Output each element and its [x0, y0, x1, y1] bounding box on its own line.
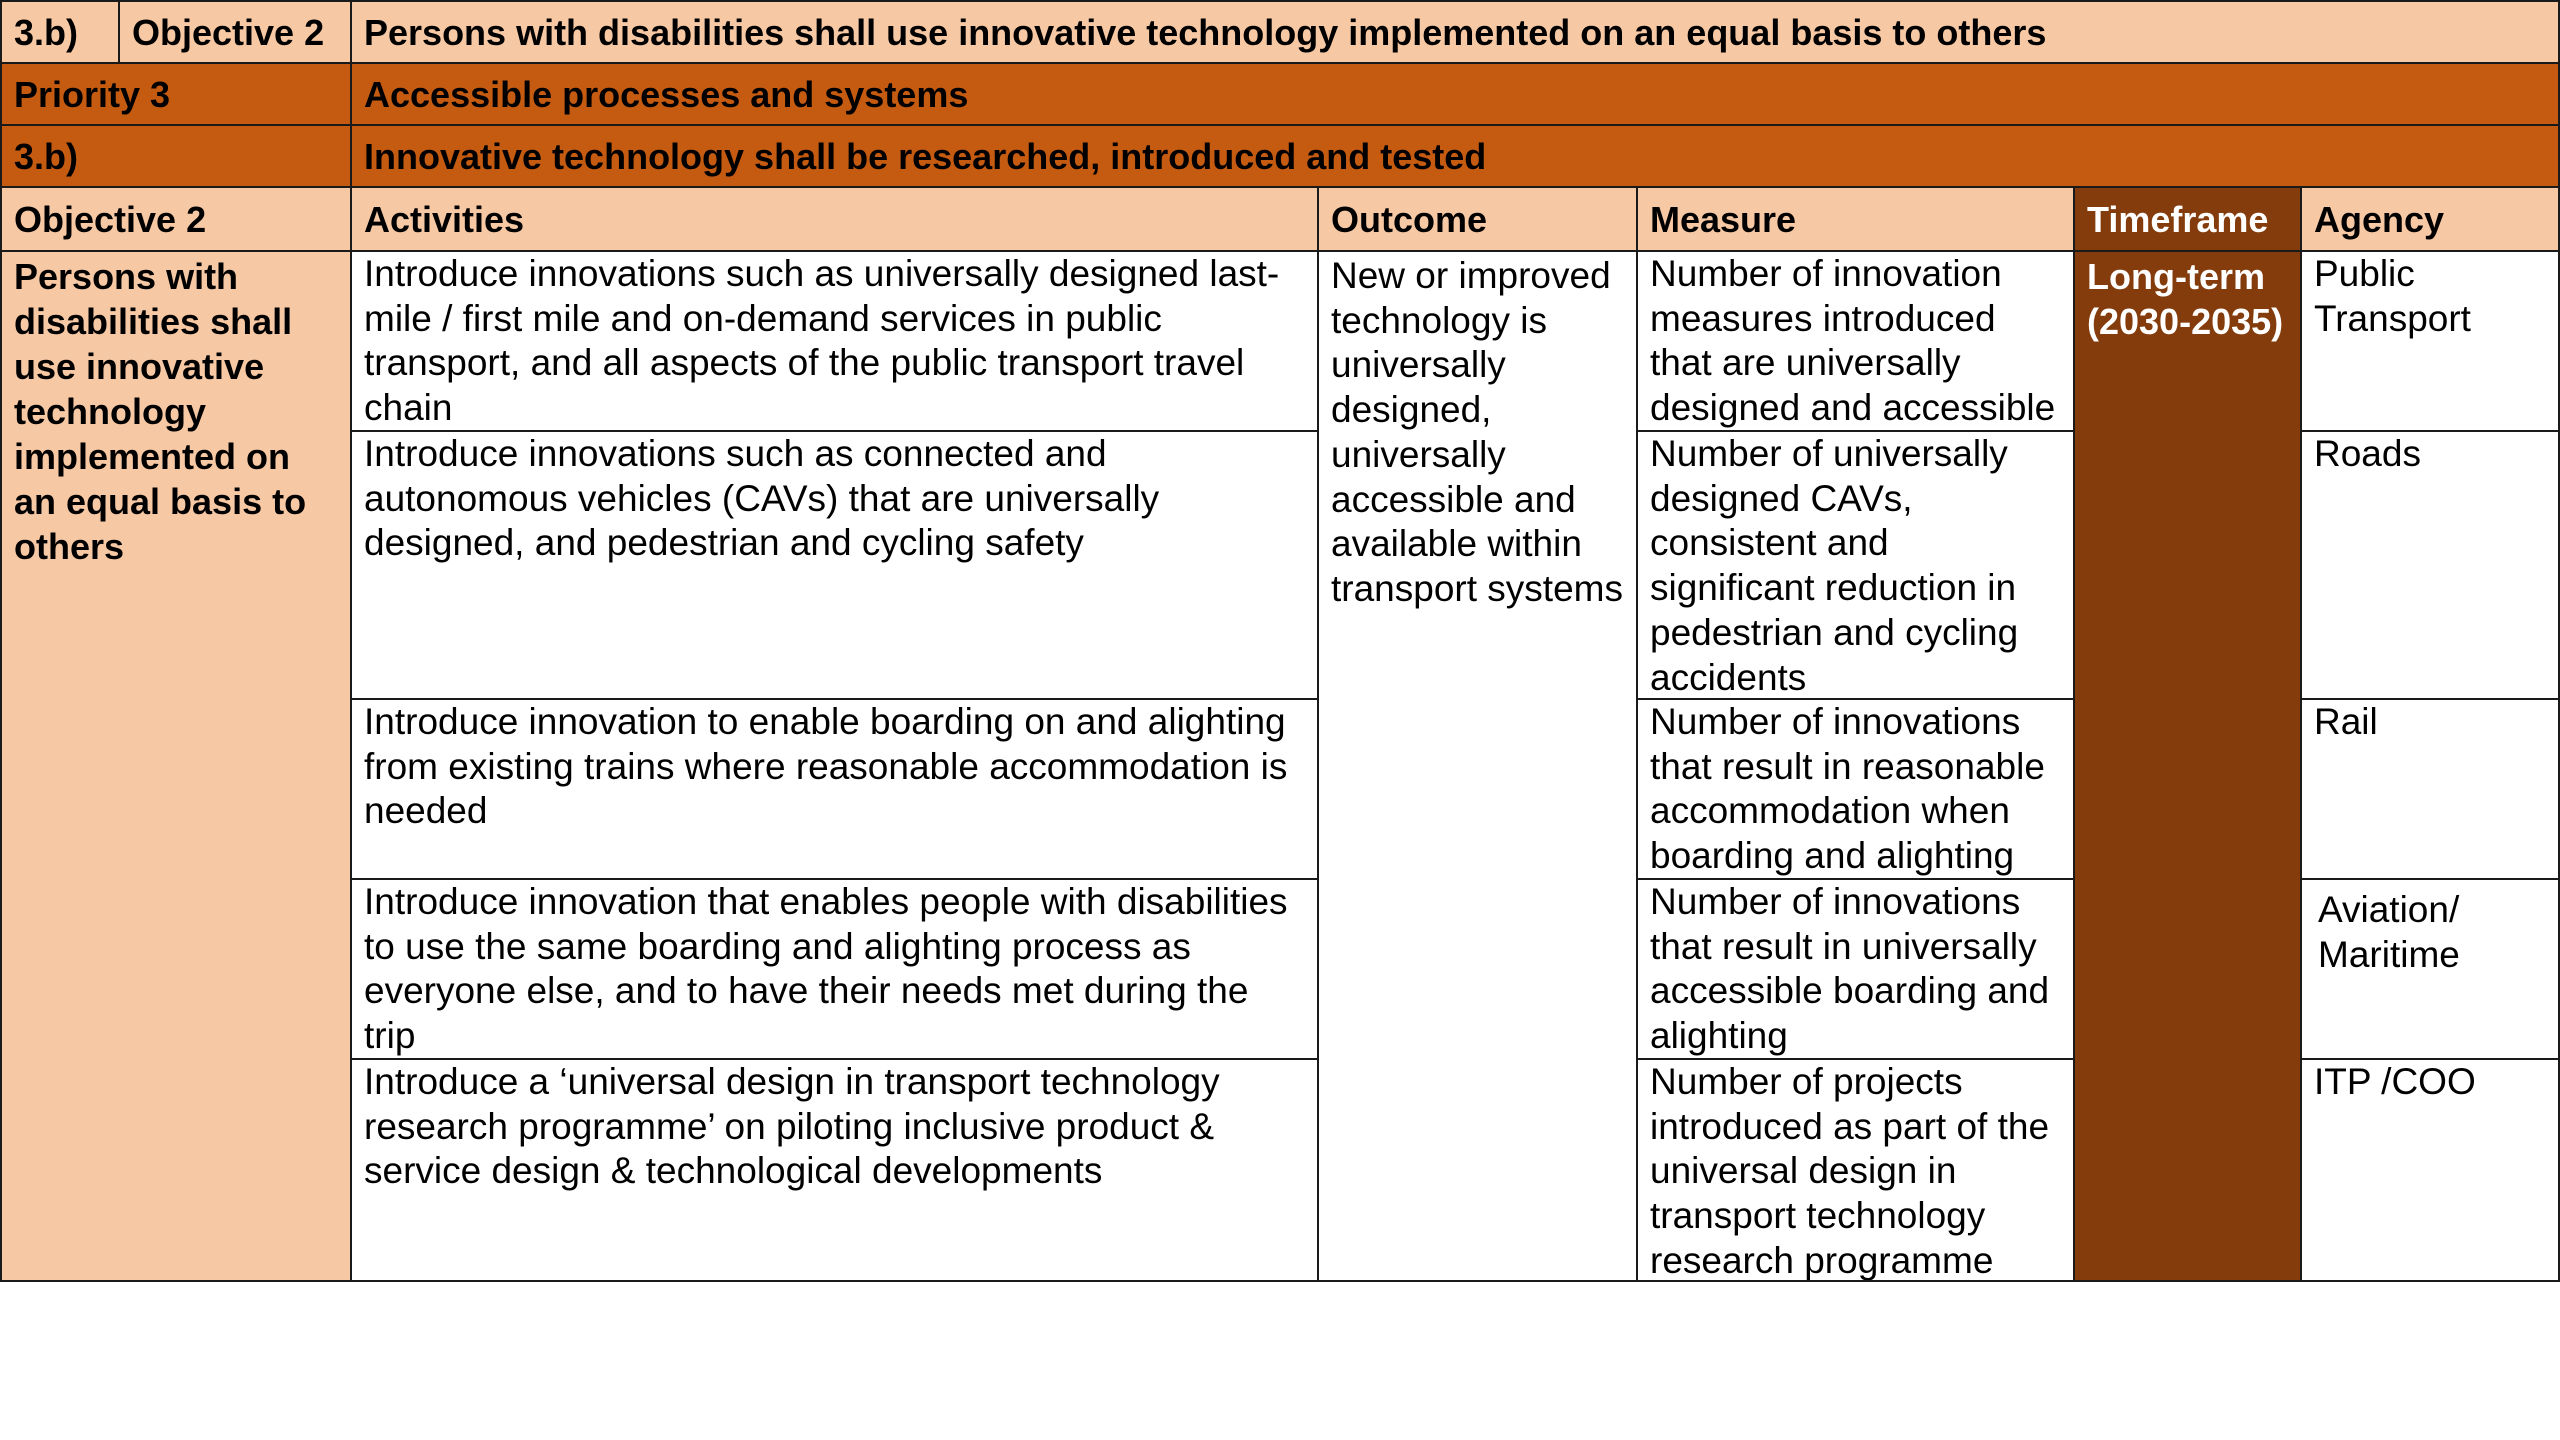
sub-priority-row [0, 124, 2560, 188]
summary-number-cell: 3.b) [0, 0, 120, 64]
sub-priority-text: Innovative technology shall be researched, introduced and tested [350, 124, 2560, 188]
objective-description: Persons with disabilities shall use innovative technology implemented on an equal basis to others [0, 250, 352, 1282]
header-outcome: Outcome [1317, 186, 1638, 252]
header-measure: Measure [1636, 186, 2075, 252]
measure-cell: Number of universally designed CAVs, consistent and significant reduction in pedestrian and cycling accidents [1636, 430, 2075, 700]
measure-cell: Number of projects introduced as part of the universal design in transport technology research programme [1636, 1058, 2075, 1282]
agency-cell: Aviation/ Maritime [2300, 878, 2560, 1060]
measure-cell: Number of innovations that result in reasonable accommodation when boarding and alighting [1636, 698, 2075, 880]
agency-cell: Public Transport [2300, 250, 2560, 432]
agency-cell: ITP /COO [2300, 1058, 2560, 1282]
sub-priority-label: 3.b) [0, 124, 352, 188]
header-activities: Activities [350, 186, 1319, 252]
summary-objective-text: Persons with disabilities shall use innovative technology implemented on an equal basis to others [350, 0, 2560, 64]
measure-cell: Number of innovation measures introduced that are universally designed and accessible [1636, 250, 2075, 432]
activity-cell: Introduce innovation that enables people with disabilities to use the same boarding and alighting process as everyone else, and to have their needs met during the trip [350, 878, 1319, 1060]
measure-cell: Number of innovations that result in universally accessible boarding and alighting [1636, 878, 2075, 1060]
priority-text: Accessible processes and systems [350, 62, 2560, 126]
outcome-description: New or improved technology is universally designed, universally accessible and available within transport systems [1317, 250, 1638, 1282]
activity-cell: Introduce innovations such as connected and autonomous vehicles (CAVs) that are universally designed, and pedestrian and cycling safety [350, 430, 1319, 700]
objective-summary-row [0, 0, 2560, 64]
summary-objective-cell: Objective 2 [118, 0, 352, 64]
priority-label: Priority 3 [0, 62, 352, 126]
agency-cell: Rail [2300, 698, 2560, 880]
activity-cell: Introduce innovations such as universally designed last-mile / first mile and on-demand services in public transport, and all aspects of the public transport travel chain [350, 250, 1319, 432]
agency-cell: Roads [2300, 430, 2560, 700]
column-header-row [0, 186, 2560, 252]
timeframe-value: Long-term (2030-2035) [2073, 250, 2302, 1282]
header-agency: Agency [2300, 186, 2560, 252]
header-objective: Objective 2 [0, 186, 352, 252]
priority-row [0, 62, 2560, 126]
header-timeframe: Timeframe [2073, 186, 2302, 252]
activity-cell: Introduce a ‘universal design in transport technology research programme’ on piloting inclusive product & service design & technological developments [350, 1058, 1319, 1282]
activity-cell: Introduce innovation to enable boarding on and alighting from existing trains where reasonable accommodation is needed [350, 698, 1319, 880]
